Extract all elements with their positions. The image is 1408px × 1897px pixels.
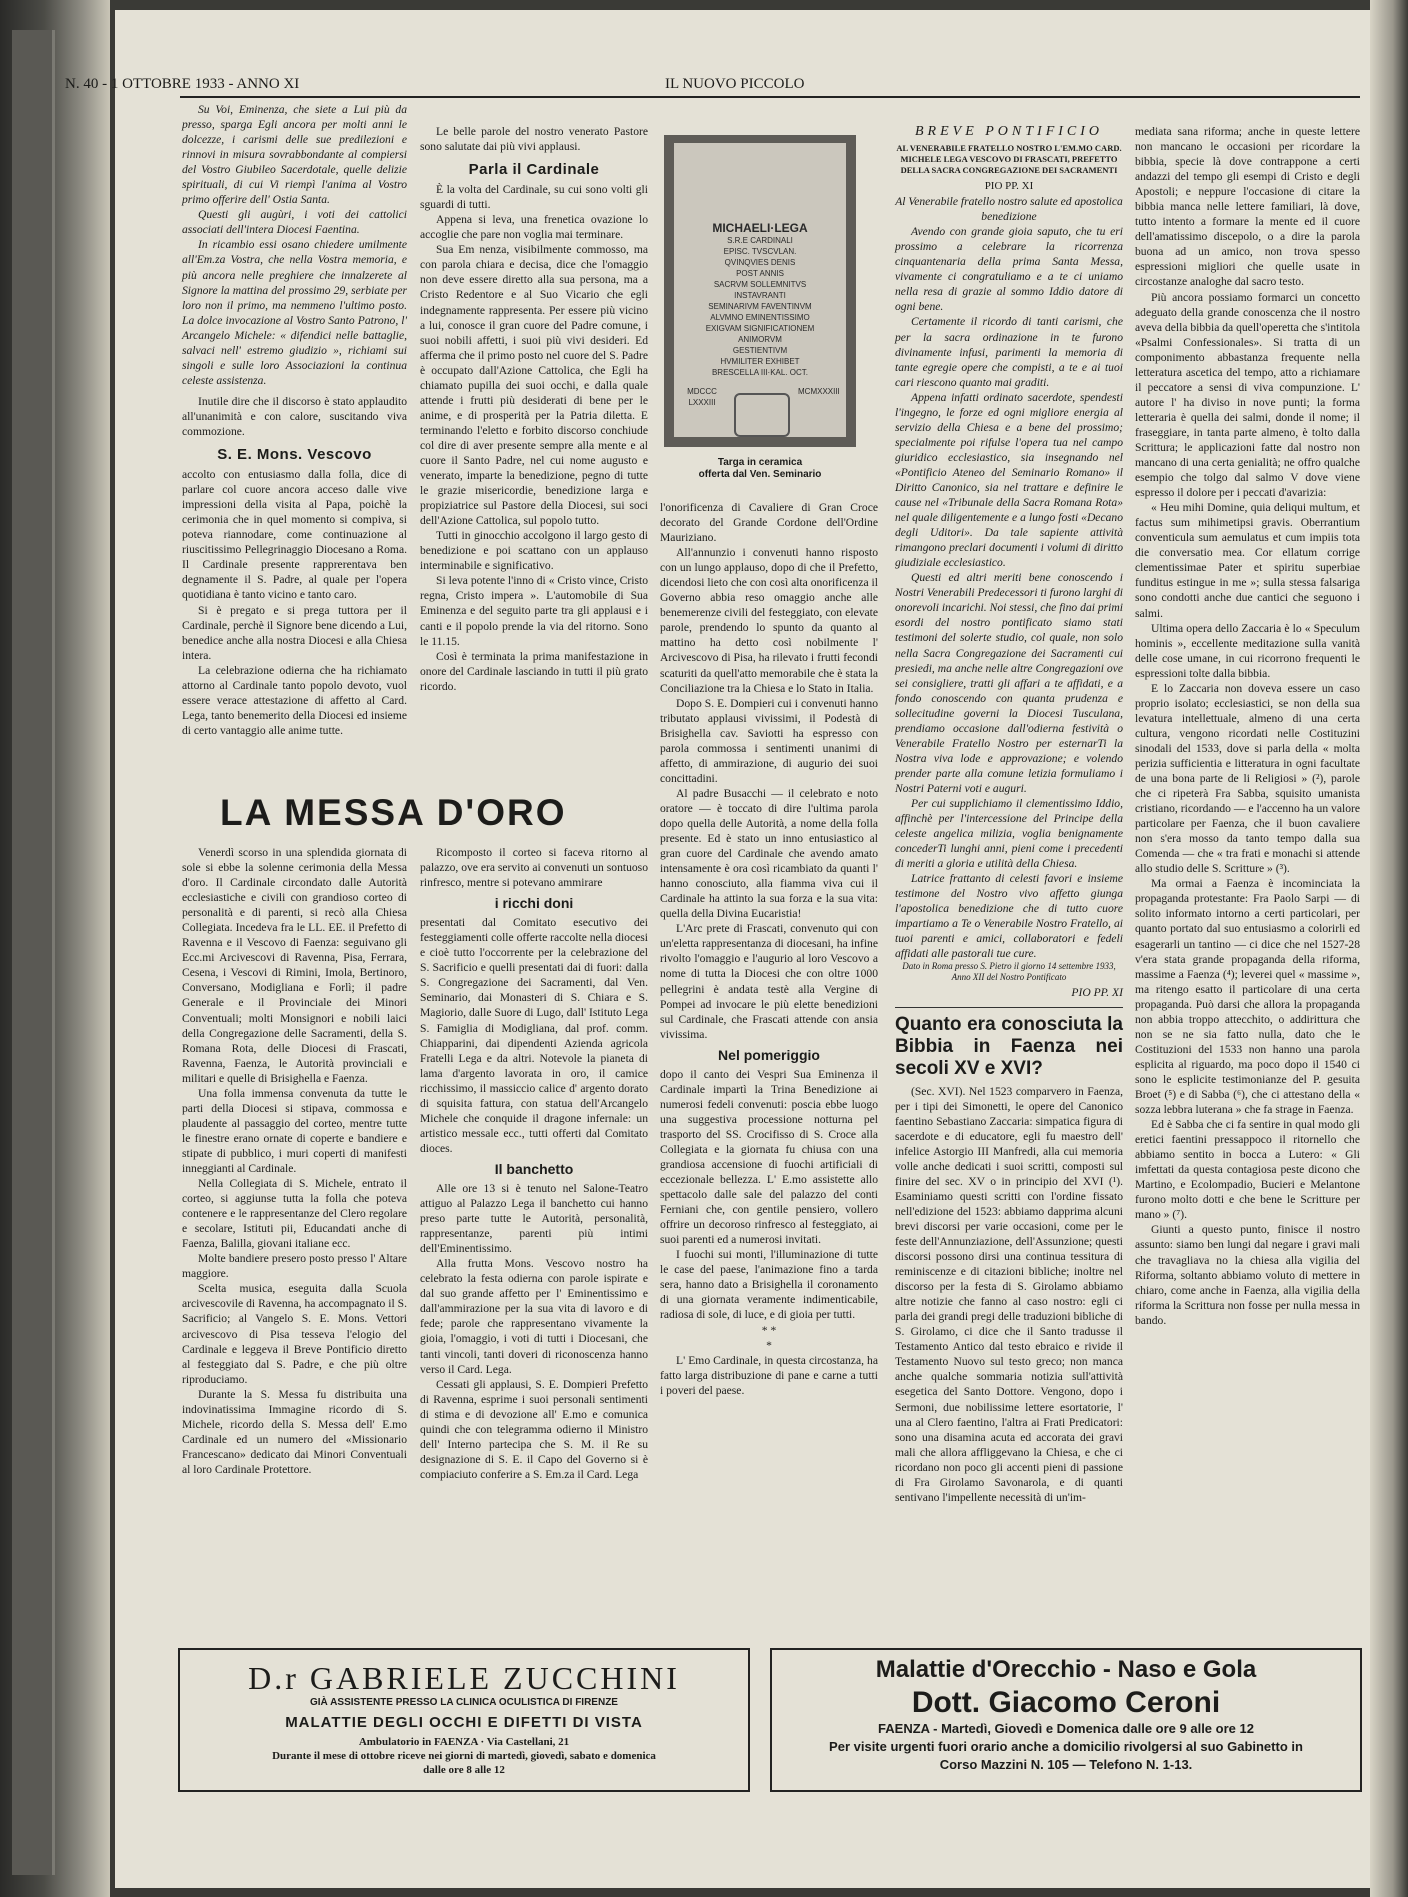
subheading-banchetto: Il banchetto [494, 1160, 574, 1177]
plaque-line: GESTIENTIVM [732, 346, 788, 355]
headline-messa-doro: LA MESSA D'ORO [220, 792, 567, 833]
paragraph: Sua Em nenza, visibilmente commosso, ma con parola chiara e decisa, dice che l'omaggio non deve essere diretto alla sua persona, ma a Cristo Redentore e al Suo Vicario che egli indegnamente rappresenta. Per essere più vicino a lui, conosce il gran cuore del Padre comune, i suoi nobili affetti, i suoi più vivi desideri. Ed afferma che il primo posto nel cuore del S. Padre è occupato dall'Azione Cattolica, che Egli ha chiamato pupilla dei suoi occhi, e dalla quale attende i frutti più desiderati di bene per le anime, e di prosperità per la Patria diletta. E terminando l'eletto e forbito discorso conchiude col dire di aver presente sempre alla mente e al cuore il Santo Padre, nel cui nome augusto e venerato, imparte la benedizione, pegno di tutte le grazie misericordie, benedizione larga e propiziatrice sul Pastore della Diocesi, sui soci dell'Azione Cattolica, sul popolo tutto. [420, 243, 648, 528]
paragraph: Una folla immensa convenuta da tutte le parti della Diocesi si stipava, commossa e plaudente al passaggio del corteo, mentre tutte le finestre erano ornate di coperte e bandiere e stipate di pubblico, i muri coperti di manifesti inneggianti al Cardinale. [182, 1086, 407, 1175]
ad-zucchini-amb: Ambulatorio in FAENZA · Via Castellani, 21 [358, 1736, 570, 1748]
subheading-pomeriggio: Nel pomeriggio [718, 1046, 820, 1063]
plaque-caption [664, 457, 856, 481]
plaque-line: ANIMORVM [738, 335, 782, 344]
paragraph: Scelta musica, eseguita dalla Scuola arcivescovile di Ravenna, ha accompagnato il S. Sacrificio; al Vangelo S. E. Mons. Vettori arcivescovo di Pisa tesseva l'elogio del Cardinale e leggeva il Breve Pontificio diretto al festeggiato dal S. Padre, e che più oltre riproduciamo. [182, 1282, 407, 1386]
plaque-photo [664, 135, 856, 447]
paragraph: Inutile dire che il discorso è stato applaudito all'unanimità e con calore, suscitando viva commozione. [182, 394, 407, 438]
plaque-line: QVINQVIES DENIS [724, 258, 796, 267]
paragraph: Così è terminata la prima manifestazione in onore del Cardinale lasciando in tutti il più grato ricordo. [420, 649, 648, 693]
paragraph: Ricomposto il corteo si faceva ritorno al palazzo, ove era servito ai convenuti un sontuoso rinfresco, mentre si potevano ammirare [420, 846, 648, 890]
subheading-cardinale: Parla il Cardinale [468, 161, 600, 179]
paragraph: Molte bandiere presero posto presso l' Altare maggiore. [182, 1252, 407, 1281]
plaque-inscription [674, 221, 846, 416]
ad-zucchini-hours1: Durante il mese di ottobre riceve nei giorni di martedì, giovedì, sabato e domenica [272, 1750, 656, 1762]
paragraph: All'annunzio i convenuti hanno risposto con un lungo applauso, dopo di che il Prefetto, dicendosi lieto che con così alta onorificenza il Governo abbia reso omaggio anche alle benemerenze civili del festeggiato, con elevate parole, prendendo lo spunto da quanto al mattino ha detto così nobilmente l' Arcivescovo di Pisa, ha rilevato i frutti fecondi scaturiti da quell'atto memorabile che è stata la Conciliazione tra la Chiesa e lo Stato in Italia. [660, 546, 878, 695]
paragraph: Certamente il ricordo di tanti carismi, che per la sacra ordinazione in te furono divinamente infusi, parimenti la memoria di tante egregie opere che compisti, a te e ai tuoi cari riescono quanto mai graditi. [895, 315, 1123, 389]
paragraph: La celebrazione odierna che ha richiamato attorno al Cardinale tanto popolo devoto, vuol essere verace attestazione di affetto al Card. Lega, tanto benemerito della Diocesi ed insieme di certo vantaggio alle anime tutte. [182, 663, 407, 737]
paragraph: Venerdì scorso in una splendida giornata di sole si ebbe la solenne cerimonia della Messa d'oro. Il Cardinale circondato dalle Autorità ecclesiastiche e civili con grandioso corteo di personalità e di parenti, si recò alla Chiesa Collegiata. Incedeva fra le LL. EE. il Prefetto di Ravenna e il Vescovo di Faenza: seguivano gli Ecc.mi Arcivescovi di Ravenna, Pisa, Ferrara, Cesena, i Vescovi di Rimini, Imola, Bertinoro, Conversano, Modigliana e Forlì; il padre Generale e il Provinciale dei Minori Conventuali; molti Monsignori e nobili laici della Congregazione delle Sacramenti, della S. Romana Rota, delle Diocesi di Frascati, Ravenna, Faenza, le Autorità provinciali e militari e quelle di Brisighella e Faenza. [182, 846, 407, 1085]
book-spine [0, 0, 110, 1897]
section-stars: * * * [761, 1323, 777, 1352]
paragraph: Avendo con grande gioia saputo, che tu eri prossimo a celebrare la ricorrenza cinquantenaria della prima Santa Messa, vivamente ci congratuliamo e a te ci uniamo nella resa di grazie al sommo Iddio datore di ogni bene. [895, 225, 1123, 314]
paragraph: (Sec. XVI). Nel 1523 comparvero in Faenza, per i tipi dei Simonetti, le opere del Canonico faentino Sebastiano Zaccaria: simpatica figura di sacerdote e di educatore, egli fu maestro dell' infelice Astorgio III Manfredi, alla cui memoria volle anche dedicati i suoi scritti, composti sul finire del sec. XV o in principio del XVI (¹). Esaminiamo questi scritti con l'ordine fissato nell'edizione del 1523: abbiamo dapprima alcuni brevi discorsi per varie occasioni, come per le feste dell'Annunziazione, dell'Assunzione; questi discorsi possono dirsi una continua tessitura di reminiscenze e di citazioni bibliche; inoltre nel discorso per la festa di S. Girolamo abbiamo altre notizie che fanno al caso nostro: egli ci parla dei grandi pregi delle traduzioni bibliche di S. Girolamo, ci dice che il Santo tradusse il Testamento Antico dal testo ebraico e rivide il Testamento Nuovo sul testo greco; non manca anche qualche sommaria notizia sull'attività esegetica del Santo Dottore. Vengono, dopo i Sermoni, due nobilissime lettere esortatorie, l' una al Clero faentino, l'altra ai Frati Predicatori: sono una disamina acuta ed accorata dei gravi mali che allora affliggevano la Chiesa, e che ci ricordano non poco gli accenti pieni di passione di Fra Girolamo Savonarola, e di quanti sentivano l'impellente necessità di un'im- [895, 1084, 1123, 1504]
ad-ceroni-urgent2: Corso Mazzini N. 105 — Telefono N. 1-13. [939, 1757, 1193, 1772]
column-5 [1135, 124, 1360, 1328]
column-2-bottom [420, 845, 648, 1482]
paragraph: Cessati gli applausi, S. E. Dompieri Prefetto di Ravenna, esprime i suoi personali sentimenti di stima e di devozione all' E.mo e comunica quindi che con telegramma odierno il Ministro dell' Interno partecipa che S. M. il Re su designazione di S. E. il Capo del Governo si è compiaciuto conferire a S. Em.za il Card. Lega [420, 1377, 648, 1481]
ad-zucchini-assist: GIÀ ASSISTENTE PRESSO LA CLINICA OCULISTICA DI FIRENZE [310, 1697, 618, 1708]
subheading-doni: i ricchi doni [494, 895, 574, 912]
column-4 [895, 124, 1123, 1505]
plaque-line: POST ANNIS [736, 269, 784, 278]
column-3 [660, 500, 878, 1398]
paragraph: Appena infatti ordinato sacerdote, spendesti l'ingegno, le forze ed ogni migliore energia al servizio della Chiesa e a bene del prossimo; specialmente poi rifulse l'opera tua nel campo giuridico ecclesiastico, sia insegnando nel «Pontificio Ateneo del Seminario Romano» il Diritto Canonico, sia nel trattare e definire le cause nel «Tribunale della Sacra Romana Rota» nel quale diligentemente e a lungo fosti «Decano degli Uditori». Da tale sapiente attività rimangono preclari documenti i volumi di diritto giudiziale ecclesiastico. [895, 390, 1123, 570]
paragraph: Durante la S. Messa fu distribuita una indovinatissima Immagine ricordo di S. Michele, ricordo della S. Messa dell' E.mo Cardinale ed un numero del «Missionario Francescano» dedicato dai Minori Conventuali al loro Cardinale Protettore. [182, 1387, 407, 1476]
column-1-bottom [182, 845, 407, 1477]
subheading-vescovo: S. E. Mons. Vescovo [217, 446, 372, 464]
paragraph: Alle ore 13 si è tenuto nel Salone-Teatro attiguo al Palazzo Lega il banchetto cui hanno preso parte tutte le Autorità, personalità, rappresentanze, parenti più intimi dell'Eminentissimo. [420, 1181, 648, 1256]
breve-pius: PIO PP. XI [984, 180, 1034, 193]
paragraph: Questi gli augùri, i voti dei cattolici associati dell'intera Diocesi Faentina. [182, 208, 407, 237]
caption-line: Targa in ceramica [717, 457, 803, 468]
paragraph: Si leva potente l'inno di « Cristo vince, Cristo regna, Cristo impera ». L'automobile di Sua Eminenza e del seguito parte tra gli applausi e i canti e il popolo prende la via del ritorno. Sono le 11.15. [420, 574, 648, 648]
ad-ceroni [770, 1648, 1362, 1792]
paragraph: Al padre Busacchi — il celebrato e noto oratore — è toccato di dire l'ultima parola dopo quella delle Autorità, a nome della folla presente. Ed è stato un inno entusiastico al gran cuore del Cardinale che avendo amato intensamente è ora così ricambiato da quanti l' hanno conosciuto, alla fiamma viva cui il Cardinale ha attinto la sua forza e la sua vita: quella della Divina Eucaristia! [660, 786, 878, 921]
paragraph: mediata sana riforma; anche in queste lettere non mancano le occasioni per ricordare la bibbia, specie là dove contrappone a certi andazzi del tempo gli esempi di Cristo e degli Apostoli; e neppure l'occasione di citare la bibbia manca nelle lettere familiari, là dove, tutto intento a formare la mente ed il cuore dell'amatissimo discepolo, o a dire la parola buona ad un amico, non trova spesso espressioni migliori che quelle usate in circostanze analoghe dal sacro testo. [1135, 125, 1360, 289]
header-rule [180, 96, 1360, 98]
paragraph: Appena si leva, una frenetica ovazione lo accoglie che pare non voglia mai terminare. [420, 213, 648, 242]
paragraph: Latrice frattanto di celesti favori e insieme testimone del Nostro vivo affetto giunga l'apostolica benedizione che di tutto cuore impartiamo a Te o Venerabile Nostro Fratello, ai tuoi parenti e amici, collaboratori e fedeli affidati alle pastorali tue cure. [895, 872, 1123, 961]
ad-ceroni-spec: Malattie d'Orecchio - Naso e Gola [875, 1656, 1257, 1683]
paragraph: « Heu mihi Domine, quia deliqui multum, et factus sum mihimetipsi gravis. Oberrantium conventicula sum aemulatus et cum impiis tota die conversatio mea. Cor ellatum corrige clementissimae Pater et spiritu superbiae funditus estingue in me »; sulla stessa falsariga sono condotti anche due cantici che seguono i salmi. [1135, 501, 1360, 620]
plaque-line: EXIGVAM SIGNIFICATIONEM [705, 324, 815, 333]
ad-ceroni-name: Dott. Giacomo Ceroni [911, 1686, 1221, 1719]
paragraph: l'onorificenza di Cavaliere di Gran Croce decorato del Grande Cordone dell'Ordine Mauriziano. [660, 501, 878, 545]
paragraph: In ricambio essi osano chiedere umilmente all'Em.za Vostra, che nella Vostra memoria, e più ancora nelle preghiere che innalzerete al Signore la mattina del prossimo 29, serbiate per loro non il primo, ma nemmeno l'ultimo posto. La dolce invocazione al Vostro Santo Patrono, l' Arcangelo Michele: « difendici nelle battaglie, salvaci nell' estremo giudizio », richiami sui singoli e sulle loro Associazioni la continua celeste assistenza. [182, 238, 407, 387]
plaque-line: MICHAELI·LEGA [712, 221, 808, 235]
ad-zucchini-hours2: dalle ore 8 alle 12 [423, 1764, 505, 1776]
plaque-tile [674, 143, 846, 437]
paragraph: Su Voi, Eminenza, che siete a Lui più da presso, sparga Egli ancora per molti anni le dolcezze, i carismi delle sue predilezioni e rinnovi in misura sovrabbondante al compiersi del Vostro Giubileo Sacerdotale, quelle delizie spirituali, di cui Vi riempì l'anima al Vostro primo offerire dell' Ostia Santa. [182, 103, 407, 207]
paragraph: Si è pregato e si prega tuttora per il Cardinale, perchè il Signore bene dicendo a Lui, benedice anche alla nostra Diocesi e alla Chiesa intera. [182, 603, 407, 662]
ad-ceroni-hours: FAENZA - Martedì, Giovedì e Domenica dalle ore 9 alle ore 12 [878, 1721, 1254, 1736]
paragraph: Tutti in ginocchio accolgono il largo gesto di benedizione e poi scattano con un applauso interminabile e significativo. [420, 529, 648, 573]
paragraph: Ma ormai a Faenza è incominciata la propaganda protestante: Fra Paolo Sarpi — di solito informato intorno a certi particolari, per quanto portato dal suo entusiasmo a colorirli ed esagerarli un tantino — ci dice che nel 1527-28 v'era stata grande propaganda della riforma, massime a Faenza (⁴); leverei quel « massime », ma ritengo esatto il particolare di una certa propaganda. Può darsi che allora la propaganda non abbia troppo attecchito, o addirittura che non se ne sia fatto nulla, dato che le Costituzioni del 1533 non hanno una parola esplicita al riguardo, ma poco dopo il 1540 ci sono le esplicite testimonianze del P. gesuita Broet (⁵) e di Sabba (⁶), che ci attestano della « sozza lebbra luterana » che fa strage in Faenza. [1135, 877, 1360, 1117]
paragraph: I fuochi sui monti, l'illuminazione di tutte le case del paese, l'animazione fino a tarda sera, hanno dato a Brisighella il coronamento di una giornata veramente indimenticabile, radiosa di sole, di luce, e di gioia per tutti. [660, 1248, 878, 1322]
header-issue: N. 40 - 1 OTTOBRE 1933 - ANNO XI [65, 76, 300, 92]
caption-line: offerta dal Ven. Seminario [698, 469, 822, 480]
plaque-line: EPISC. TVSCVLAN. [723, 247, 797, 256]
ad-zucchini [178, 1648, 750, 1792]
paragraph: Più ancora possiamo formarci un concetto adeguato della grande conoscenza che il nostro aveva della bibbia da quell'operetta che s'intitola «Psalmi Confessionales». Si tratta di un componimento abbastanza frequente nella letteratura ascetica del tempo, atto a richiamare il peccatore a sensi di viva compunzione. L' autore l' ha diviso in nove punti; la forma letteraria è quella dei salmi, donde il nome; il fraseggiare, in tanta parte almeno, è tolto dalla Scrittura; le applicazioni fatte dal nostro non mancano di una certa genialità; ne offro qualche esempio che tolgo dal salmo V dove viene espresso il dolore per i peccati d'avarizia: [1135, 290, 1361, 500]
column-1-top [182, 102, 407, 738]
paragraph: accolto con entusiasmo dalla folla, dice di parlare col cuore ancora acceso dalle vive impressioni della visita al Papa, poichè la cerimonia che in quel momento si compiva, si poteva riannodare, come continuazione al riuscitissimo Pellegrinaggio Diocesano a Roma. Il Cardinale presente rapprerentava ben degnamente il S. Padre, al quale per l'opera quotidiana è tanto vicino e tanto caro. [182, 468, 407, 602]
plaque-line: HVMILITER EXHIBET [720, 357, 800, 366]
header-masthead: IL NUOVO PICCOLO [665, 76, 805, 92]
ad-ceroni-urgent1: Per visite urgenti fuori orario anche a domicilio rivolgersi al suo Gabinetto in [829, 1739, 1303, 1754]
paragraph: E lo Zaccaria non doveva essere un caso proprio isolato; ecclesiastici, se non della sua levatura intellettuale, almeno di una certa cultura, vengono ricordati nelle Costituzini sinodali del 1533, dove si parla della « molta perizia sufficientia e litteratura in ogni facultate de una bona parte de li Religiosi » (²), parole che ci ripeterà Fra Sabba, squisito umanista cristiano, ricordando — e l'accenno ha un valore particolare per Faenza, che il buon cavaliere non s'era mosso da tanto tempo dalla sua Comenda — che « tra frati e monachi si attende allo studio delle S. Scritture » (³). [1135, 681, 1360, 876]
paragraph: Giunti a questo punto, finisce il nostro assunto: siamo ben lungi dal negare i gravi mali che travagliava no la chiesa alla vigilia del Riforma, soltanto abbiamo voluto di mettere in chiaro, come anche in Faenza, alla vigilia della riforma la Scrittura non fosse per nulla messa in bando. [1135, 1223, 1360, 1327]
next-page-edge [1370, 0, 1408, 1897]
paragraph: Questi ed altri meriti bene conoscendo i Nostri Venerabili Predecessori ti furono larghi di onorevoli incarichi. Noi stessi, che fino dai primi esordi del nostro pontificato siamo stati testimoni del solerte studio, col quale, non solo nella Sacra Congregazione dei Sacramenti cui presiedi, ma anche nelle altre Congregazioni ove sei consigliere, tratti gli affari a te affidati, e a fondo conoscendo con quanta prudenza e sollecitudine governi la Diocesi Tusculana, prendiamo occasione dall'odierna festività o Venerabile Fratello Nostro per esternarTi la Nostra viva lode e approvazione; e volendo prender parte alla comune letizia formuliamo i Nostri Paterni voti e auguri. [895, 571, 1124, 795]
plaque-date-right: MCMXXXIII [798, 387, 840, 396]
paragraph: Le belle parole del nostro venerato Pastore sono salutate dai più vivi applausi. [420, 125, 648, 154]
plaque-line: SACRVM SOLLEMNITVS [713, 280, 807, 289]
breve-title: BREVE PONTIFICIO [914, 124, 1104, 139]
paragraph: Nella Collegiata di S. Michele, entrato il corteo, si aggiunse tutta la folla che poteva contenere e le rappresentanze del Clero regolare e secolare, Istituti pii, Educandati anche di Faenza, Balilla, giovani italiane ecc. [182, 1177, 407, 1251]
plaque-line: S.R.E CARDINALI [727, 236, 793, 245]
bibbia-headline: Quanto era conosciuta la Bibbia in Faenza nei secoli XV e XVI? [895, 1013, 1123, 1079]
breve-salute: Al Venerabile fratello nostro salute ed apostolica benedizione [895, 195, 1123, 224]
paragraph: L' Emo Cardinale, in questa circostanza, ha fatto larga distribuzione di pane e carne a tutti i poveri del paese. [660, 1353, 878, 1397]
ad-zucchini-name: D.r GABRIELE ZUCCHINI [248, 1660, 680, 1696]
paragraph: È la volta del Cardinale, su cui sono volti gli sguardi di tutti. [420, 183, 648, 212]
breve-signature: PIO PP. XI [1071, 986, 1123, 1000]
ad-zucchini-spec: MALATTIE DEGLI OCCHI E DIFETTI DI VISTA [285, 1714, 643, 1731]
paragraph: Ed è Sabba che ci fa sentire in qual modo gli eretici faentini pressappoco il ritornello che abbiamo sentito in bocca a Lutero: « Gli imfettati da questa contagiosa peste dicono che Martino, e Ecolompadio, Bucieri e Melantone furono molto dotti e che bene le Scritture per mano » (⁷). [1135, 1118, 1360, 1222]
paragraph: Alla frutta Mons. Vescovo nostro ha celebrato la festa odierna con parole ispirate e dal suo grande affetto per l' Eminentissimo e dall'ammirazione per la sua vita di lavoro e di fede; parole che rappresentano vivamente la gioia, l'omaggio, i voti di tutti i Diocesani, che tanti vincoli, tanti doveri di riconoscenza hanno verso il Card. Lega. [420, 1257, 648, 1376]
plaque-line: ALVMNO EMINENTISSIMO [710, 313, 810, 322]
column-2-top [420, 124, 648, 694]
plaque-line: BRESCELLA III·KAL. OCT. [711, 368, 809, 377]
paragraph: Per cui supplichiamo il clementissimo Iddio, affinchè per l'intercessione del Principe della celeste angelica milizia, voglia benignamente concederTi lunghi anni, pieni come i precedenti di meriti a gloria e utilità della Chiesa. [895, 796, 1123, 871]
plaque-line: INSTAVRANTI [734, 291, 786, 300]
plaque-line: SEMINARIVM FAVENTINVM [708, 302, 812, 311]
plaque-date-left: MDCCC LXXXIII [687, 387, 717, 407]
paragraph: Dopo S. E. Dompieri cui i convenuti hanno tributato applausi vivissimi, il Podestà di Brisighella cav. Saviotti ha espresso con parola commossa i sentimenti unanimi di affetto, di ammirazione, di augurio dei suoi concittadini. [660, 696, 878, 785]
breve-dato: Dato in Roma presso S. Pietro il giorno 14 settembre 1933, Anno XII del Nostro Pontificato [902, 961, 1116, 983]
spine-binding [12, 30, 55, 1875]
paragraph: L'Arc prete di Frascati, convenuto qui con un'eletta rappresentanza di diocesani, ha infine rivolto l'omaggio e l'augurio al loro Vescovo a nome di tutta la Diocesi che con oltre 1000 pellegrini è andata testè alla Vergine di Pompei ad invocare le più elette benedizioni sul Cardinale, che Frascati attende con ansia vivissima. [660, 922, 878, 1041]
breve-address: AL VENERABILE FRATELLO NOSTRO L'EM.MO CARD. MICHELE LEGA VESCOVO DI FRASCATI, PREFETTO DELLA SACRA CONGREGAZIONE DEI SACRAMENTI [896, 143, 1122, 176]
coat-of-arms-icon [734, 393, 790, 437]
paragraph: Ultima opera dello Zaccaria è lo « Speculum hominis », eccellente meditazione sulla vanità delle cose umane, in cui ricorrono frequenti le espressioni tolte dalla bibbia. [1135, 621, 1360, 680]
paragraph: presentati dal Comitato esecutivo dei festeggiamenti colle offerte raccolte nella diocesi e cioè tutto l'occorrente per la celebrazione del S. Sacrificio e quelli presentati dai di fuori: dalla S. Congregazione dei Sacramenti, dal Ven. Seminario, dai Monasteri di S. Chiara e S. Magiorio, dalle Suore di Lugo, dall' Istituto Lega S. Famiglia di Modigliana, dal prof. comm. Chiapparini, dai dipendenti Azienda agricola Fratelli Lega e da altri. Notevole la pianeta di lama d'argento lavorata in oro, il camice ricchissimo, il massiccio calice d' argento dorato di squisita fattura, con statua dell'Arcangelo Michele che conquide il dragone infernale: un artistico messale ecc., tutti offerti dal Comitato dioces. [420, 916, 649, 1155]
paragraph: dopo il canto dei Vespri Sua Eminenza il Cardinale impartì la Trina Benedizione ai numerosi fedeli convenuti: poscia ebbe luogo una suggestiva processione notturna pel trasporto del SS. Crocifisso di S. Croce alla Collegiata e la giornata fu chiusa con una grandiosa accensione di fuochi artificiali di eccezionale bellezza. L' E.mo assistette allo spettacolo dalle sale del palazzo del conti Ferniani che, con gentile pensiero, vollero offrire un decoroso rinfresco al festeggiato, ai suoi parenti ed a numerosi invitati. [660, 1067, 878, 1247]
